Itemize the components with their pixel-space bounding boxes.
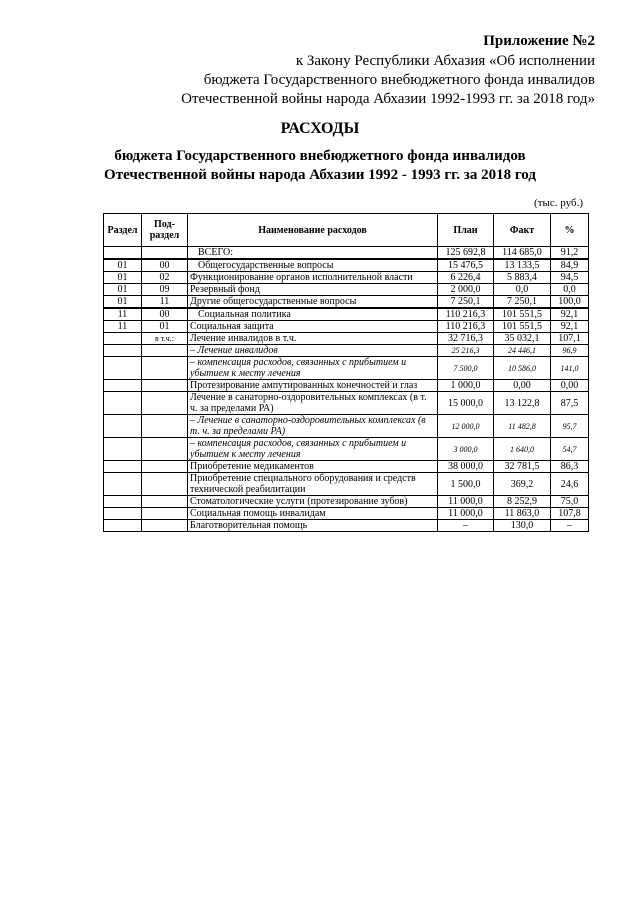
table-row [104,247,589,260]
cell-fact: 101 551,5 [494,308,551,321]
table-row [104,380,589,392]
cell-percent: 54,7 [551,438,589,461]
cell-section: 01 [104,259,142,272]
cell-plan: 11 000,0 [438,496,494,508]
cell-section: 01 [104,284,142,296]
table-row [104,473,589,496]
cell-plan: 15 476,5 [438,259,494,272]
cell-name: Лечение инвалидов в т.ч. [188,333,438,345]
cell-plan: 110 216,3 [438,321,494,333]
cell-fact: 7 250,1 [494,296,551,309]
cell-section: 01 [104,296,142,309]
cell-percent: 107,1 [551,333,589,345]
cell-fact: 8 252,9 [494,496,551,508]
cell-section [104,247,142,260]
cell-plan: 11 000,0 [438,508,494,520]
table-row [104,508,589,520]
table-row [104,496,589,508]
cell-subsection: в т.ч.: [142,333,188,345]
cell-subsection [142,345,188,357]
cell-fact: 24 446,1 [494,345,551,357]
cell-plan: 32 716,3 [438,333,494,345]
cell-subsection [142,415,188,438]
cell-fact: 5 883,4 [494,272,551,284]
table-row [104,321,589,333]
cell-percent: 86,3 [551,461,589,473]
cell-fact: 35 032,1 [494,333,551,345]
cell-fact: 0,00 [494,380,551,392]
header-fact: Факт [494,214,551,247]
cell-plan: 25 216,3 [438,345,494,357]
cell-subsection: 11 [142,296,188,309]
cell-section [104,345,142,357]
cell-plan: 1 000,0 [438,380,494,392]
cell-name: Протезирование ампутированных конечностей и глаз [188,380,438,392]
cell-plan: 7 250,1 [438,296,494,309]
cell-subsection: 00 [142,259,188,272]
cell-percent: 91,2 [551,247,589,260]
cell-plan: 38 000,0 [438,461,494,473]
table-header-row [104,214,589,247]
cell-percent: 87,5 [551,392,589,415]
cell-subsection [142,380,188,392]
header-section: Раздел [104,214,142,247]
cell-percent: 24,6 [551,473,589,496]
cell-section [104,415,142,438]
cell-section [104,392,142,415]
cell-fact: 11 482,8 [494,415,551,438]
cell-plan: 12 000,0 [438,415,494,438]
cell-subsection: 02 [142,272,188,284]
cell-percent: 107,8 [551,508,589,520]
cell-name: Лечение в санаторно-оздоровительных комплексах (в т. ч. за пределами РА) [188,392,438,415]
cell-plan: 2 000,0 [438,284,494,296]
cell-plan: 110 216,3 [438,308,494,321]
cell-name: Стоматологические услуги (протезирование зубов) [188,496,438,508]
cell-fact: 0,0 [494,284,551,296]
cell-plan: – [438,520,494,532]
table-row [104,520,589,532]
document-title: РАСХОДЫ [280,120,360,137]
cell-name: Резервный фонд [188,284,438,296]
cell-name: Приобретение специального оборудования и средств технической реабилитации [188,473,438,496]
cell-percent: – [551,520,589,532]
cell-section [104,473,142,496]
cell-subsection [142,438,188,461]
table-row [104,333,589,345]
header-plan: План [438,214,494,247]
cell-section [104,438,142,461]
cell-name: Благотворительная помощь [188,520,438,532]
cell-name: – Лечение инвалидов [188,345,438,357]
cell-fact: 11 863,0 [494,508,551,520]
cell-section: 01 [104,272,142,284]
cell-name: ВСЕГО: [188,247,438,260]
table-row [104,284,589,296]
cell-plan: 6 226,4 [438,272,494,284]
cell-subsection [142,520,188,532]
cell-percent: 92,1 [551,308,589,321]
document-subtitle-2: Отечественной войны народа Абхазии 1992 - 1993 гг. за 2018 год [104,167,536,183]
appendix-line-2: бюджета Государственного внебюджетного фонда инвалидов [203,72,595,88]
cell-subsection: 09 [142,284,188,296]
expenses-table [103,213,589,532]
cell-subsection [142,392,188,415]
cell-fact: 13 133,5 [494,259,551,272]
cell-percent: 92,1 [551,321,589,333]
cell-percent: 84,9 [551,259,589,272]
cell-fact: 114 685,0 [494,247,551,260]
cell-subsection: 01 [142,321,188,333]
cell-subsection [142,473,188,496]
cell-fact: 10 586,0 [494,357,551,380]
cell-section [104,333,142,345]
appendix-title: Приложение №2 [483,33,595,49]
cell-subsection [142,247,188,260]
cell-plan: 7 500,0 [438,357,494,380]
cell-name: Общегосударственные вопросы [188,259,438,272]
cell-name: Функционирование органов исполнительной власти [188,272,438,284]
document-subtitle-1: бюджета Государственного внебюджетного фонда инвалидов [114,148,526,164]
cell-percent: 96,9 [551,345,589,357]
cell-percent: 100,0 [551,296,589,309]
cell-subsection [142,461,188,473]
cell-percent: 141,0 [551,357,589,380]
cell-subsection [142,357,188,380]
header-subsection: Под-раздел [142,214,188,247]
cell-section [104,357,142,380]
cell-fact: 369,2 [494,473,551,496]
cell-plan: 15 000,0 [438,392,494,415]
appendix-line-3: Отечественной войны народа Абхазии 1992-1993 гг. за 2018 год» [181,91,595,107]
cell-plan: 1 500,0 [438,473,494,496]
cell-section [104,496,142,508]
cell-subsection: 00 [142,308,188,321]
header-percent: % [551,214,589,247]
cell-section: 11 [104,308,142,321]
cell-percent: 94,5 [551,272,589,284]
cell-fact: 13 122,8 [494,392,551,415]
cell-fact: 130,0 [494,520,551,532]
cell-name: Социальная политика [188,308,438,321]
table-row [104,357,589,380]
cell-plan: 3 000,0 [438,438,494,461]
table-row [104,461,589,473]
appendix-line-1: к Закону Республики Абхазия «Об исполнении [295,53,595,69]
table-row [104,392,589,415]
cell-name: Приобретение медикаментов [188,461,438,473]
table-row [104,296,589,309]
cell-percent: 75,0 [551,496,589,508]
cell-subsection [142,508,188,520]
cell-name: Социальная помощь инвалидам [188,508,438,520]
cell-name: – Лечение в санаторно-оздоровительных комплексах (в т. ч. за пределами РА) [188,415,438,438]
cell-percent: 0,0 [551,284,589,296]
unit-label: (тыс. руб.) [534,197,583,209]
cell-percent: 95,7 [551,415,589,438]
cell-name: – компенсация расходов, связанных с прибытием и убытием к месту лечения [188,438,438,461]
table-row [104,345,589,357]
cell-section [104,508,142,520]
cell-section [104,461,142,473]
cell-fact: 1 640,0 [494,438,551,461]
table-row [104,272,589,284]
cell-name: – компенсация расходов, связанных с прибытием и убытием к месту лечения [188,357,438,380]
cell-fact: 32 781,5 [494,461,551,473]
cell-name: Другие общегосударственные вопросы [188,296,438,309]
table-row [104,259,589,272]
cell-name: Социальная защита [188,321,438,333]
cell-section [104,520,142,532]
table-row [104,308,589,321]
cell-fact: 101 551,5 [494,321,551,333]
table-row [104,438,589,461]
table-body [104,247,589,532]
header-name: Наименование расходов [188,214,438,247]
table-row [104,415,589,438]
cell-plan: 125 692,8 [438,247,494,260]
cell-subsection [142,496,188,508]
cell-percent: 0,00 [551,380,589,392]
cell-section [104,380,142,392]
cell-section: 11 [104,321,142,333]
